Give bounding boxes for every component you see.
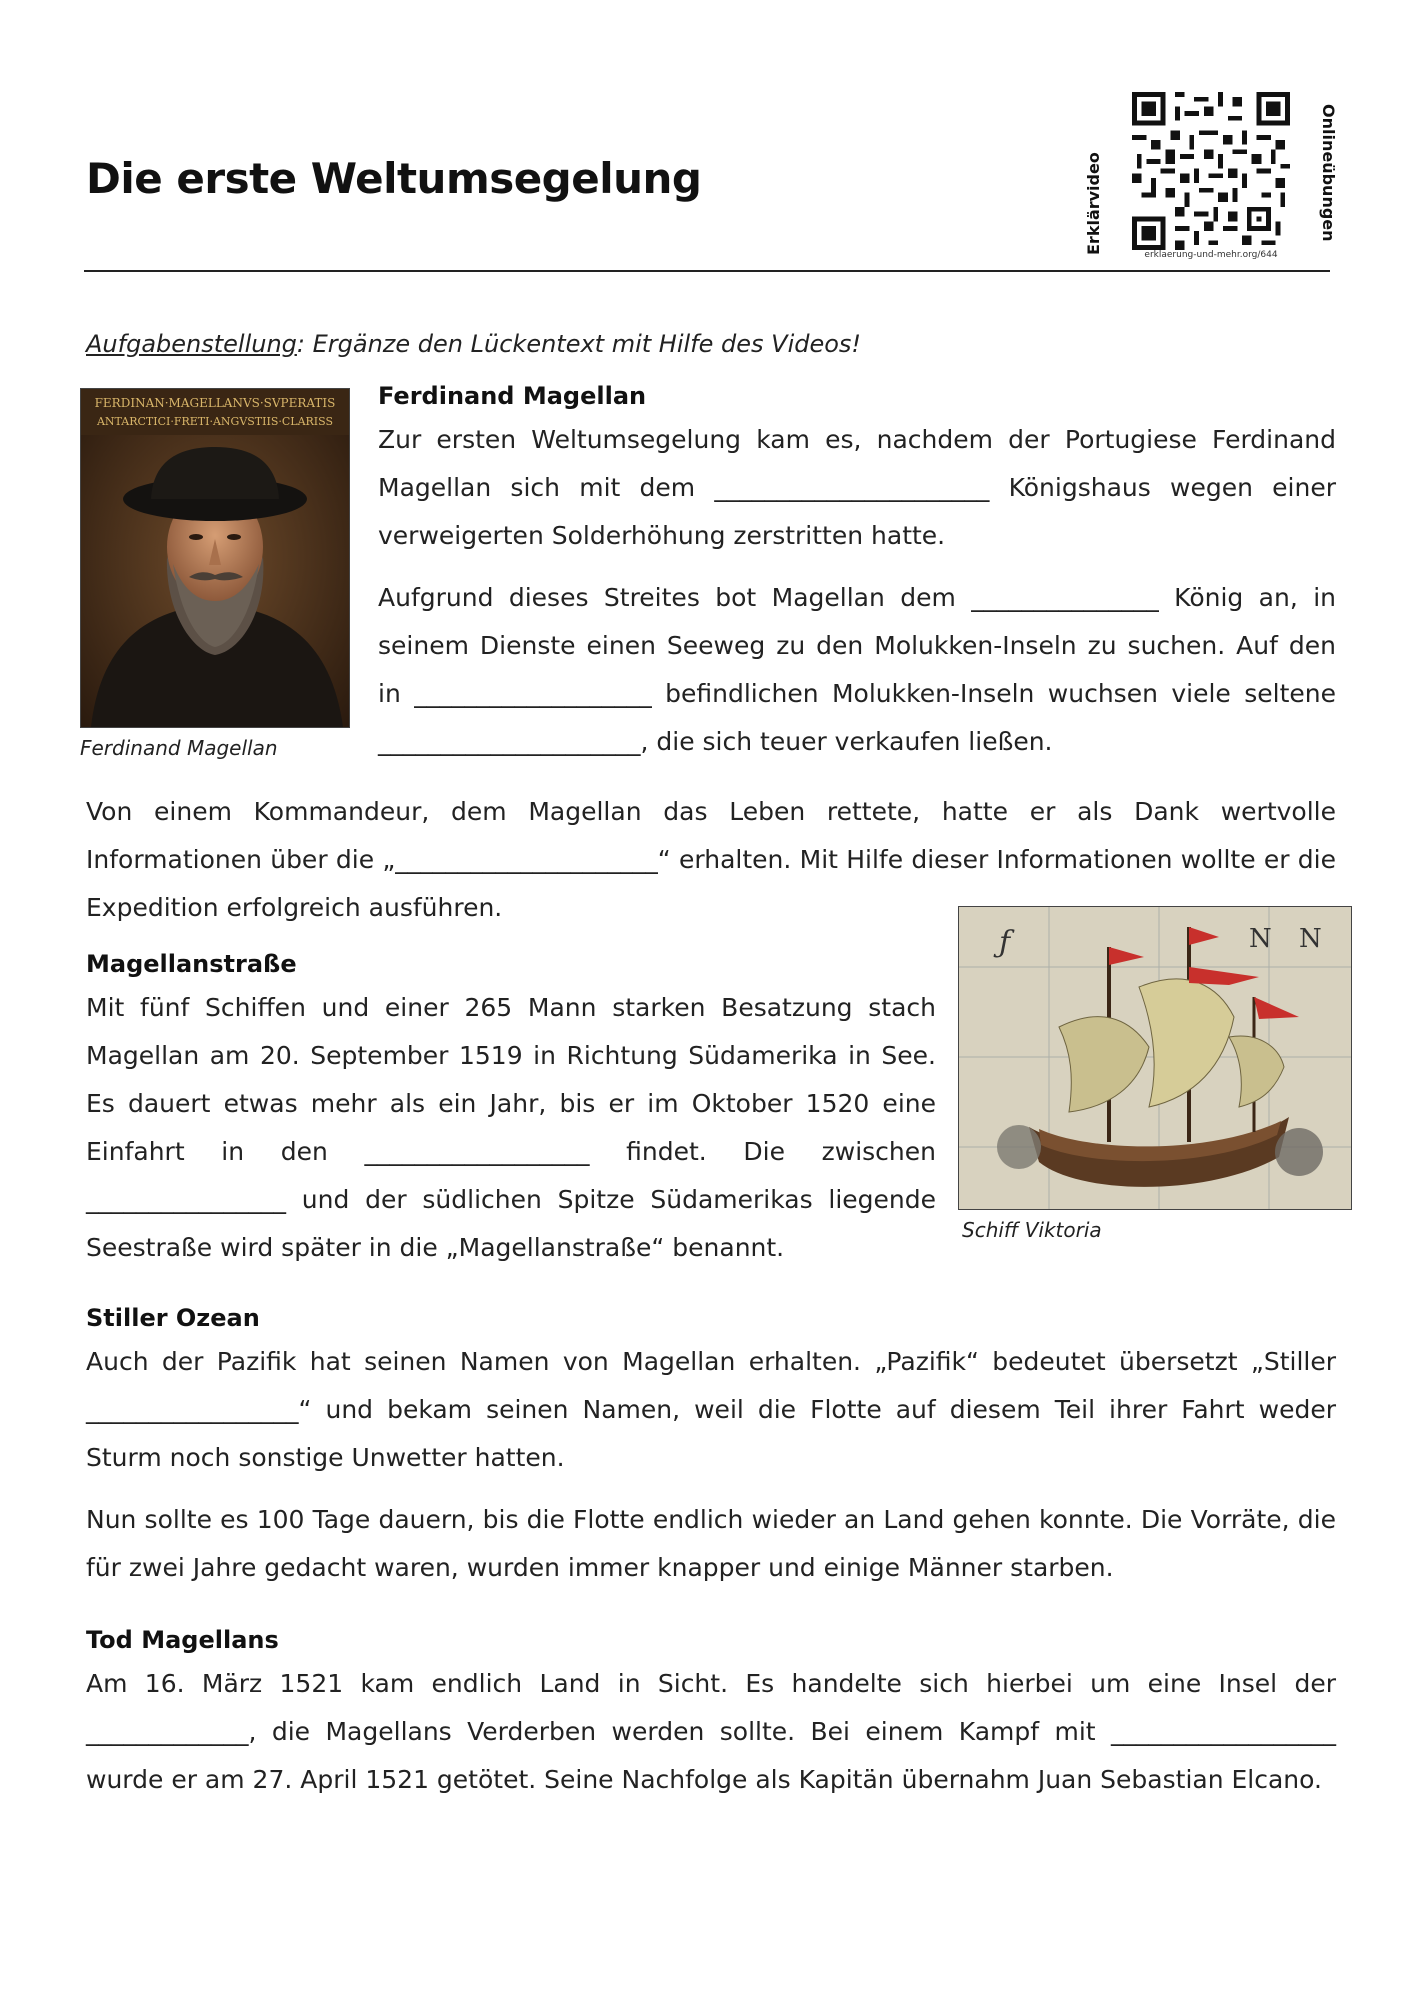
paragraph: Von einem Kommandeur, dem Magellan das Leben rettete, hatte er als Dank wertvolle Informationen über die „_____________________“ erhalten. Mit Hilfe dieser Informationen wollte er die Expedition erfolgreich ausführen. — [86, 797, 1336, 922]
svg-text:N: N — [1249, 924, 1272, 954]
section-heading: Magellanstraße — [86, 950, 297, 978]
portrait-caption: Ferdinand Magellan — [80, 736, 278, 760]
side-label-exercises: Onlineübungen — [1319, 104, 1338, 242]
section-stiller-ozean — [86, 1298, 1336, 1592]
paragraph: Am 16. März 1521 kam endlich Land in Sicht. Es handelte sich hierbei um eine Insel der _____________, die Magellans Verderben werden sollte. Bei einem Kampf mit __________________ wurde er am 27. April 1521 getötet. Seine Nachfolge als Kapitän übernahm Juan Sebastian Elcano. — [86, 1669, 1336, 1794]
paragraph: Zur ersten Weltumsegelung kam es, nachdem der Portugiese Ferdinand Magellan sich mit dem ______________________ Königshaus wegen einer verweigerten Solderhöhung zerstritten hatte. — [378, 425, 1336, 550]
section-ferdinand-magellan — [378, 376, 1336, 766]
paragraph: Auch der Pazifik hat seinen Namen von Magellan erhalten. „Pazifik“ bedeutet übersetzt „Stiller _________________“ und bekam seinen Namen, weil die Flotte auf diesem Teil ihrer Fahrt weder Sturm noch sonstige Unwetter hatten. — [86, 1347, 1336, 1472]
header-divider — [84, 270, 1330, 272]
svg-text:ƒ: ƒ — [999, 925, 1011, 960]
task-label: Aufgabenstellung — [86, 330, 297, 358]
paragraph: Nun sollte es 100 Tage dauern, bis die Flotte endlich wieder an Land gehen konnte. Die Vorräte, die für zwei Jahre gedacht waren, wurden immer knapper und einige Männer starben. — [86, 1505, 1336, 1582]
paragraph: Aufgrund dieses Streites bot Magellan dem _______________ König an, in seinem Dienste einen Seeweg zu den Molukken-Inseln zu suchen. Auf den in ___________________ befindlichen Molukken-Inseln wuchsen viele seltene _____________________, die sich teuer verkaufen ließen. — [378, 583, 1336, 756]
ship-caption: Schiff Viktoria — [962, 1218, 1102, 1242]
page-title: Die erste Weltumsegelung — [86, 154, 702, 203]
section-heading: Stiller Ozean — [86, 1304, 260, 1332]
task-instruction — [86, 330, 861, 358]
portrait-image — [80, 388, 350, 728]
side-label-video: Erklärvideo — [1084, 152, 1103, 255]
portrait-inscription-line-1: FERDINAN·MAGELLANVS·SVPERATIS — [94, 396, 336, 410]
qr-code-icon[interactable] — [1132, 92, 1290, 250]
section-heading: Ferdinand Magellan — [378, 382, 647, 410]
section-tod-magellans — [86, 1620, 1336, 1804]
section-heading: Tod Magellans — [86, 1626, 279, 1654]
qr-url[interactable]: erklaerung-und-mehr.org/644 — [1144, 250, 1278, 260]
svg-text:N: N — [1299, 924, 1322, 954]
task-text: : Ergänze den Lückentext mit Hilfe des Videos! — [296, 330, 862, 358]
section-magellanstrasse — [86, 944, 936, 1272]
ship-image — [958, 906, 1352, 1210]
portrait-inscription-line-2: ANTARCTICI·FRETI·ANGVSTIIS·CLARISS — [96, 415, 334, 428]
paragraph: Mit fünf Schiffen und einer 265 Mann starken Besatzung stach Magellan am 20. September 1519 in Richtung Südamerika in See. Es dauert etwas mehr als ein Jahr, bis er im Oktober 1520 eine Einfahrt in den __________________ findet. Die zwischen ________________ und der südlichen Spitze Südamerikas liegende Seestraße wird später in die „Magellanstraße“ benannt. — [86, 993, 936, 1262]
